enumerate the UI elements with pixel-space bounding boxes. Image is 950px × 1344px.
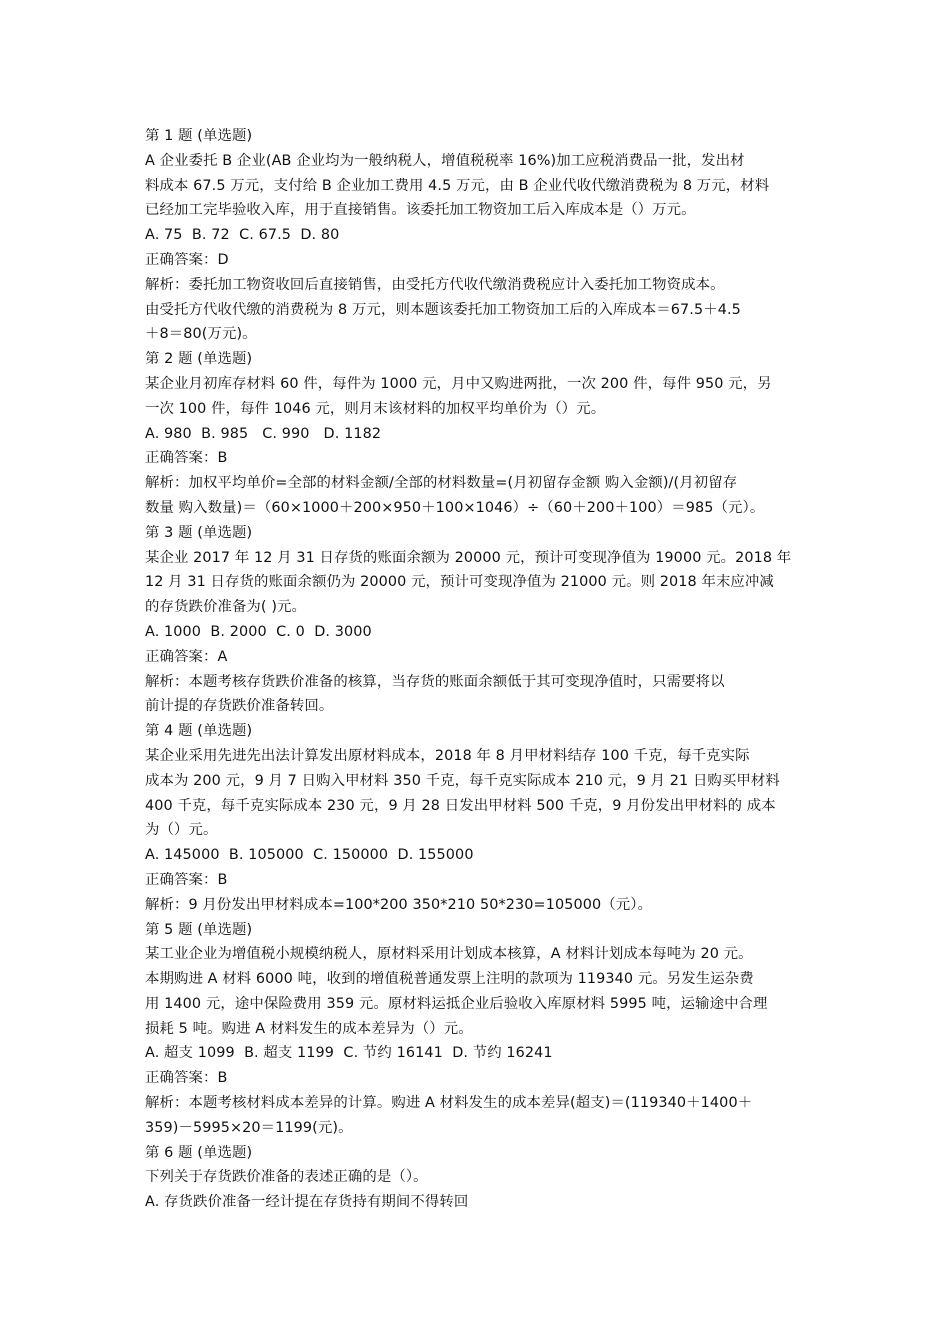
question-stem-line: 下列关于存货跌价准备的表述正确的是（）。 [145,1169,428,1186]
correct-answer: 正确答案：A [145,648,228,665]
analysis-line: 359)－5995×20＝1199(元)。 [145,1119,353,1136]
document-page [145,124,815,1215]
analysis-line: 数量 购入数量)＝（60×1000＋200×950＋100×1046）÷（60＋200＋100）＝985（元）。 [145,499,765,516]
question-header: 第 1 题 (单选题) [145,128,253,144]
question-options: A. 1000 B. 2000 C. 0 D. 3000 [145,623,372,640]
question-header: 第 5 题 (单选题) [145,921,253,938]
question-options: A. 超支 1099 B. 超支 1199 C. 节约 16141 D. 节约 16241 [145,1045,553,1062]
analysis-line: 解析：委托加工物资收回后直接销售，由受托方代收代缴消费税应计入委托加工物资成本。 [145,276,725,293]
correct-answer: 正确答案：B [145,1070,228,1087]
correct-answer: 正确答案：D [145,251,229,268]
question-stem-line: 400 千克，每千克实际成本 230 元，9 月 28 日发出甲材料 500 千克，9 月份发出甲材料的 成本 [145,797,776,814]
question-header: 第 3 题 (单选题) [145,524,253,541]
analysis-line: 解析：9 月份发出甲材料成本=100*200 350*210 50*230=105000（元）。 [145,896,653,913]
analysis-line: 前计提的存货跌价准备转回。 [145,698,334,715]
question-stem-line: 一次 100 件，每件 1046 元，则月末该材料的加权平均单价为（）元。 [145,400,606,417]
question-stem-line: 某企业月初库存材料 60 件，每件为 1000 元，月中又购进两批，一次 200 件，每件 950 元，另 [145,375,772,392]
analysis-line: 由受托方代收代缴的消费税为 8 万元，则本题该委托加工物资加工后的入库成本＝67.5＋4.5 [145,301,741,318]
question-stem-line: 用 1400 元，途中保险费用 359 元。原材料运抵企业后验收入库原材料 5995 吨，运输途中合理 [145,995,768,1012]
question-options: A. 980 B. 985 C. 990 D. 1182 [145,425,382,442]
question-header: 第 2 题 (单选题) [145,351,253,368]
analysis-line: 解析：本题考核存货跌价准备的核算，当存货的账面余额低于其可变现净值时，只需要将以 [145,673,725,690]
question-stem-line: 损耗 5 吨。购进 A 材料发生的成本差异为（）元。 [145,1020,473,1037]
question-stem-line: 成本为 200 元，9 月 7 日购入甲材料 350 千克，每千克实际成本 210 元，9 月 21 日购买甲材料 [145,772,780,789]
question-header: 第 4 题 (单选题) [145,723,253,740]
analysis-line: ＋8＝80(万元)。 [145,326,257,343]
question-options: A. 存货跌价准备一经计提在存货持有期间不得转回 [145,1194,469,1211]
question-options: A. 75 B. 72 C. 67.5 D. 80 [145,227,340,244]
question-stem-line: 本期购进 A 材料 6000 吨，收到的增值税普通发票上注明的款项为 119340 元。另发生运杂费 [145,971,754,988]
question-stem-line: 某企业 2017 年 12 月 31 日存货的账面余额为 20000 元，预计可变现净值为 19000 元。2018 年 [145,549,792,566]
correct-answer: 正确答案：B [145,871,228,888]
question-stem-line: 12 月 31 日存货的账面余额仍为 20000 元，预计可变现净值为 21000 元。则 2018 年末应冲减 [145,574,774,591]
question-header: 第 6 题 (单选题) [145,1144,253,1161]
question-stem-line: 某工业企业为增值税小规模纳税人，原材料采用计划成本核算，A 材料计划成本每吨为 20 元。 [145,946,753,963]
question-stem-line: A 企业委托 B 企业(AB 企业均为一般纳税人，增值税税率 16%)加工应税消费品一批，发出材 [145,152,745,169]
analysis-line: 解析：加权平均单价=全部的材料金额/全部的材料数量=(月初留存金额 购入金额)/(月初留存 [145,475,738,492]
question-options: A. 145000 B. 105000 C. 150000 D. 155000 [145,847,474,864]
question-stem-line: 为（）元。 [145,822,218,839]
correct-answer: 正确答案：B [145,450,228,467]
question-stem-line: 料成本 67.5 万元，支付给 B 企业加工费用 4.5 万元，由 B 企业代收代缴消费税为 8 万元，材料 [145,177,770,194]
question-stem-line: 的存货跌价准备为( )元。 [145,599,307,616]
question-stem-line: 已经加工完毕验收入库，用于直接销售。该委托加工物资加工后入库成本是（）万元。 [145,202,696,219]
question-stem-line: 某企业采用先进先出法计算发出原材料成本，2018 年 8 月甲材料结存 100 千克，每千克实际 [145,747,750,764]
analysis-line: 解析：本题考核材料成本差异的计算。购进 A 材料发生的成本差异(超支)＝(119340＋1400＋ [145,1095,753,1112]
